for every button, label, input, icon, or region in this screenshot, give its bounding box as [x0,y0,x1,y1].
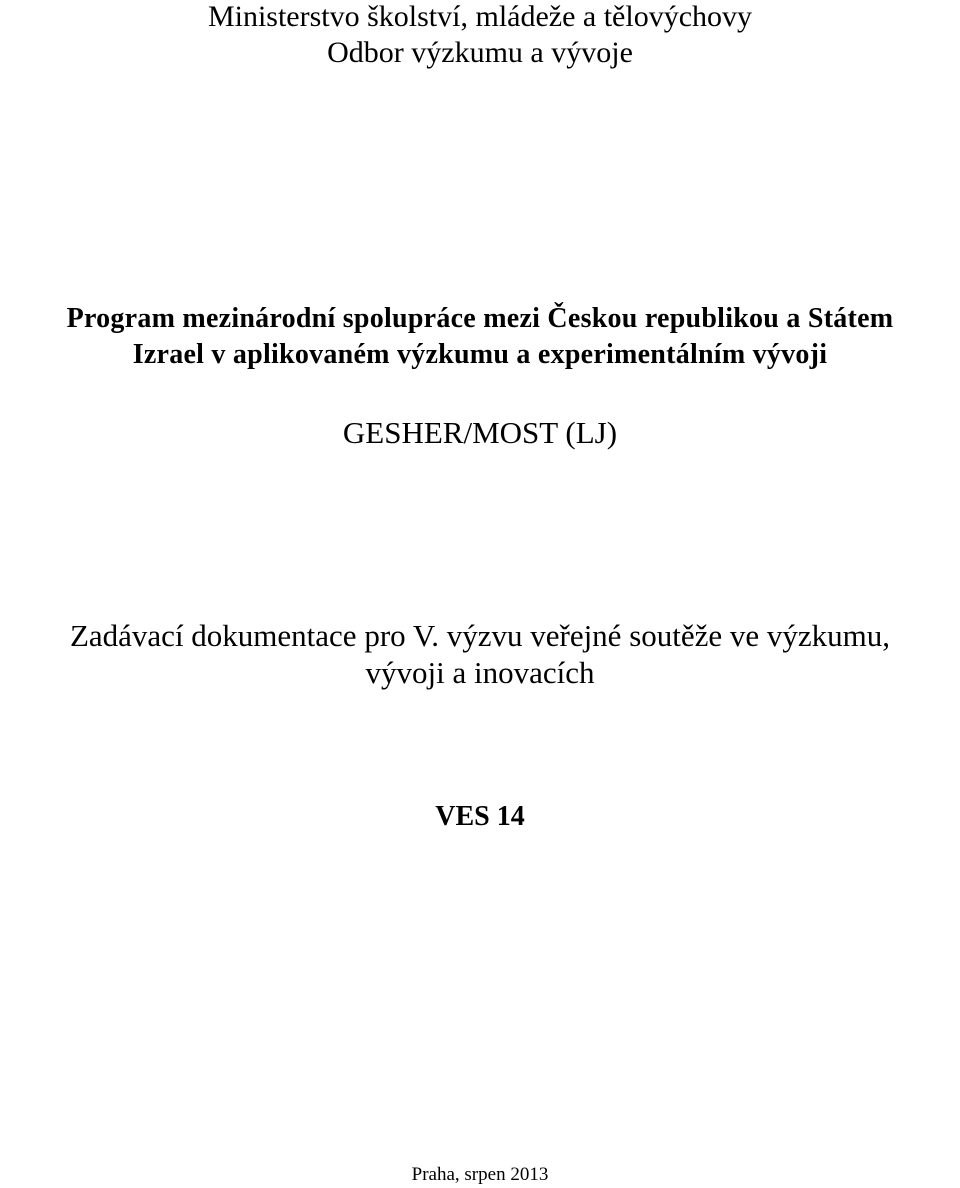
program-acronym: GESHER/MOST (LJ) [342,415,618,450]
place-and-date: Praha, srpen 2013 [411,1164,549,1185]
tender-title-line-2: vývoji a inovacích [365,655,595,690]
program-title-line-2: Izrael v aplikovaném výzkumu a experimentálním vývoji [132,339,828,370]
tender-code: VES 14 [435,801,525,832]
program-title-line-1: Program mezinárodní spolupráce mezi Českou republikou a Státem [66,303,894,334]
department-name: Odbor výzkumu a vývoje [327,36,633,69]
tender-title-line-1: Zadávací dokumentace pro V. výzvu veřejné soutěže ve výzkumu, [69,618,891,653]
ministry-name: Ministerstvo školství, mládeže a tělovýchovy [207,0,753,33]
